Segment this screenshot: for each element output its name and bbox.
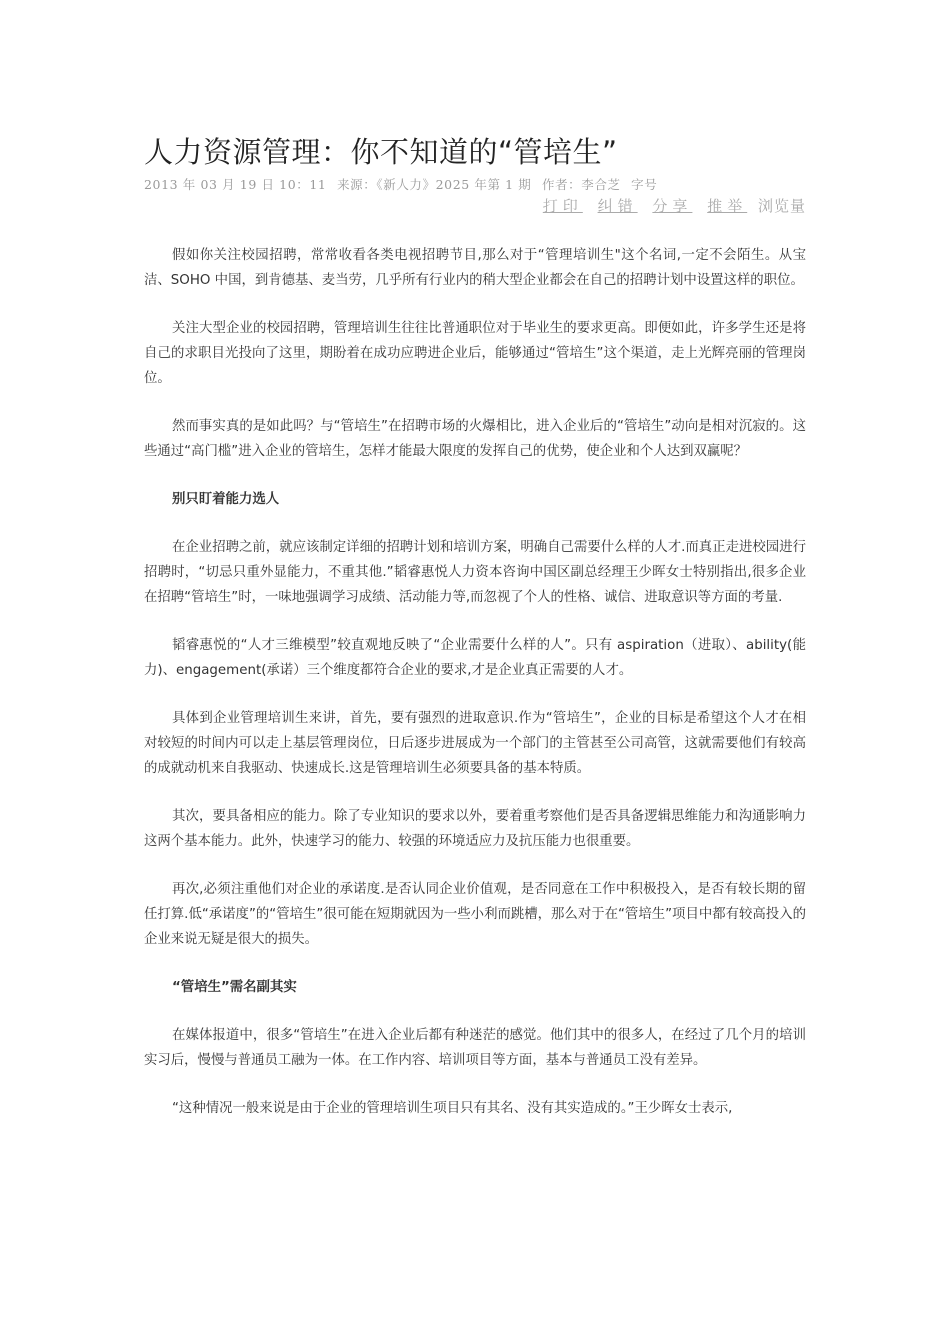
print-link[interactable]: 打印 bbox=[542, 197, 583, 215]
article-title: 人力资源管理：你不知道的“管培生” bbox=[144, 135, 618, 169]
article-source: 来源：《新人力》2025 年第 1 期 bbox=[337, 177, 532, 192]
paragraph: 然而事实真的是如此吗？与“管培生”在招聘市场的火爆相比，进入企业后的“管培生”动向是相对沉寂的。这些通过“高门槛”进入企业的管培生，怎样才能最大限度的发挥自己的优势，使企业和个人达到双赢呢？ bbox=[144, 419, 806, 459]
correct-link[interactable]: 纠错 bbox=[597, 197, 638, 215]
section-heading: “管培生”需名副其实 bbox=[172, 980, 297, 995]
section-heading: 别只盯着能力选人 bbox=[172, 492, 280, 507]
paragraph: 具体到企业管理培训生来讲，首先，要有强烈的进取意识.作为“管培生”，企业的目标是希望这个人才在相对较短的时间内可以走上基层管理岗位，日后逐步进展成为一个部门的主管甚至公司高管，这就需要他们有较高的成就动机来自我驱动、快速成长.这是管理培训生必须要具备的基本特质。 bbox=[144, 711, 806, 776]
paragraph: 再次,必须注重他们对企业的承诺度.是否认同企业价值观，是否同意在工作中积极投入，是否有较长期的留任打算.低“承诺度”的“管培生”很可能在短期就因为一些小利而跳槽，那么对于在“管培生”项目中都有较高投入的企业来说无疑是很大的损失。 bbox=[144, 882, 806, 947]
publish-date: 2013 年 03 月 19 日 10：11 bbox=[144, 177, 327, 192]
article-body bbox=[144, 243, 806, 1121]
article-meta bbox=[144, 176, 806, 194]
view-count-label: 浏览量 bbox=[757, 197, 806, 215]
paragraph: 假如你关注校园招聘，常常收看各类电视招聘节目,那么对于“管理培训生"这个名词,一定不会陌生。从宝洁、SOHO 中国，到肯德基、麦当劳，几乎所有行业内的稍大型企业都会在自己的招聘计划中设置这样的职位。 bbox=[144, 248, 806, 288]
share-link[interactable]: 分享 bbox=[652, 197, 693, 215]
article-actions bbox=[144, 195, 806, 217]
paragraph: 其次，要具备相应的能力。除了专业知识的要求以外，要着重考察他们是否具备逻辑思维能力和沟通影响力这两个基本能力。此外，快速学习的能力、较强的环境适应力及抗压能力也很重要。 bbox=[144, 809, 806, 849]
paragraph: 韬睿惠悦的“人才三维模型”较直观地反映了“企业需要什么样的人”。只有 aspiration（进取）、ability(能力)、engagement(承诺）三个维度都符合企业的要求,才是企业真正需要的人才。 bbox=[144, 638, 806, 678]
font-size-control[interactable]: 字号 bbox=[631, 177, 658, 192]
paragraph: 在企业招聘之前，就应该制定详细的招聘计划和培训方案，明确自己需要什么样的人才.而真正走进校园进行招聘时，“切忌只重外显能力，不重其他.”韬睿惠悦人力资本咨询中国区副总经理王少晖女士特别指出,很多企业在招聘“管培生”时，一味地强调学习成绩、活动能力等,而忽视了个人的性格、诚信、进取意识等方面的考量. bbox=[144, 540, 806, 605]
recommend-link[interactable]: 推举 bbox=[707, 197, 748, 215]
paragraph: 关注大型企业的校园招聘，管理培训生往往比普通职位对于毕业生的要求更高。即便如此，许多学生还是将自己的求职目光投向了这里，期盼着在成功应聘进企业后，能够通过“管培生”这个渠道，走上光辉亮丽的管理岗位。 bbox=[144, 321, 806, 386]
paragraph: 在媒体报道中，很多“管培生”在进入企业后都有种迷茫的感觉。他们其中的很多人，在经过了几个月的培训实习后，慢慢与普通员工融为一体。在工作内容、培训项目等方面，基本与普通员工没有差异。 bbox=[144, 1028, 806, 1068]
article-author: 作者：李合芝 bbox=[541, 177, 621, 192]
paragraph: “这种情况一般来说是由于企业的管理培训生项目只有其名、没有其实造成的。”王少晖女士表示, bbox=[172, 1101, 733, 1116]
article bbox=[144, 130, 806, 1144]
